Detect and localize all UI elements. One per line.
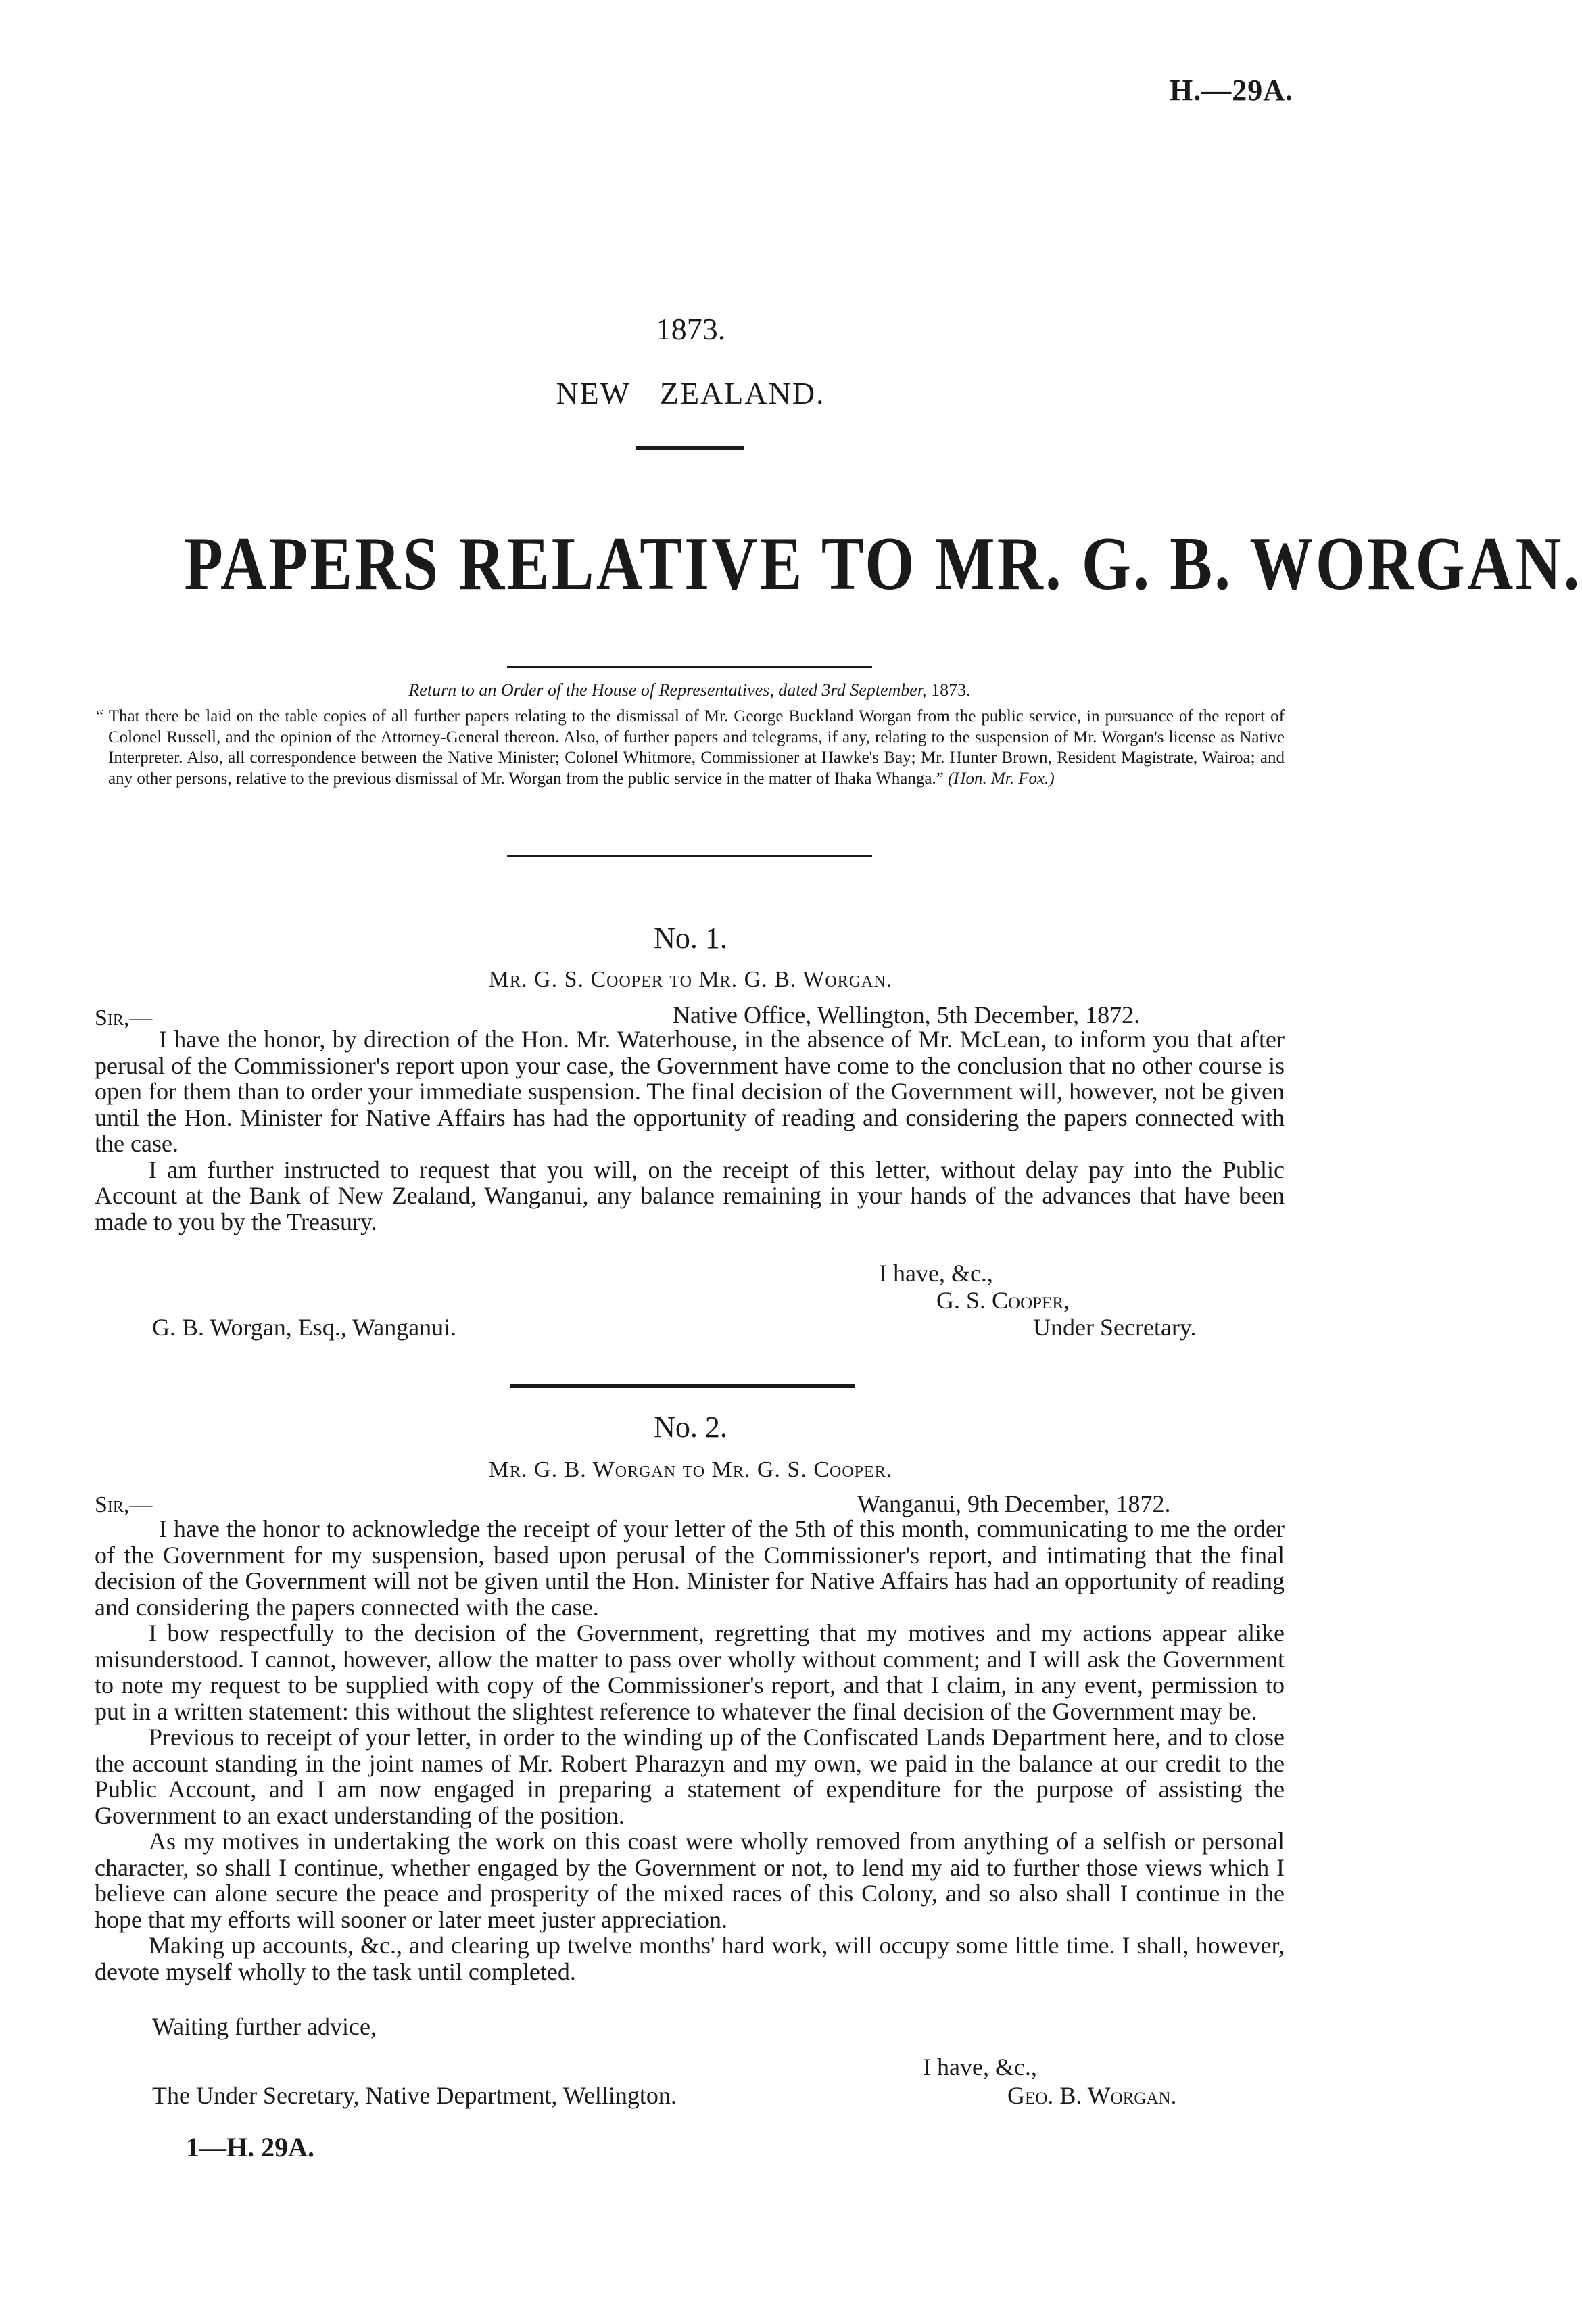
letter-1-heading: Mr. G. S. Cooper to Mr. G. B. Worgan. <box>488 967 893 992</box>
letter-1-paragraph: I have the honor, by direction of the Hon. Mr. Waterhouse, in the absence of Mr. McLean, to inform you that after perusal of the Commissioner's report upon your case, the Government have come to the conclusion that no other course is open for them than to order your immediate suspension. The final decision of the Government will, however, not be given until the Hon. Minister for Native Affairs has had the opportunity of reading and considering the papers connected with the case. <box>95 1026 1285 1157</box>
letter-1-body <box>95 1026 1285 1235</box>
divider <box>510 1384 855 1388</box>
order-quote <box>95 707 1285 789</box>
letter-2-paragraph: As my motives in undertaking the work on this coast were wholly removed from anything of a selfish or personal character, so shall I continue, whether engaged by the Government or not, to lend my aid to further those views which I believe can alone secure the peace and prosperity of the mixed races of this Colony, and so also shall I continue in the hope that my efforts will sooner or later meet juster appreciation. <box>95 1828 1285 1933</box>
order-quote-text: “ That there be laid on the table copies of all further papers relating to the dismissal of Mr. George Buckland Worgan from the public service, in pursuance of the report of Colonel Russell, and the opinion of the Attorney-General thereon. Also, of further papers and telegrams, if any, relating to the suspension of Mr. Worgan's license as Native Interpreter. Also, all correspondence between the Native Minister; Colonel Whitmore, Commissioner at Hawke's Bay; Mr. Hunter Brown, Resident Magistrate, Wairoa; and any other persons, relative to the previous dismissal of Mr. Worgan from the public service in the matter of Ihaka Whanga.” <box>96 707 1285 788</box>
letter-1-closing: I have, &c., <box>879 1260 993 1287</box>
order-mover: (Hon. Mr. Fox.) <box>948 769 1055 788</box>
letter-2-heading: Mr. G. B. Worgan to Mr. G. S. Cooper. <box>488 1457 893 1482</box>
letter-2-dateline: Wanganui, 9th December, 1872. <box>857 1490 1171 1517</box>
letter-2-signature: Geo. B. Worgan. <box>1007 2082 1177 2109</box>
document-year: 1873. <box>655 312 726 346</box>
letter-2-paragraph: I have the honor to acknowledge the receipt of your letter of the 5th of this month, communicating to me the order of the Government for my suspension, based upon perusal of the Commissioner's report, and intimating that the final decision of the Government will not be given until the Hon. Minister for Native Affairs has had an opportunity of reading and considering the papers connected with the case. <box>95 1515 1285 1621</box>
letter-1-signature: G. S. Cooper, <box>936 1287 1070 1314</box>
country-heading: NEW ZEALAND. <box>556 376 825 410</box>
letter-2-waiting: Waiting further advice, <box>152 2013 377 2040</box>
letter-2-salutation: Sir,— <box>95 1492 153 1517</box>
letter-2-paragraph: I bow respectfully to the decision of the Government, regretting that my motives and my actions appear alike misunderstood. I cannot, however, allow the matter to pass over wholly without comment; and I will ask the Government to note my request to be supplied with copy of the Commissioner's report, and that I claim, in any event, permission to put in a written statement: this without the slightest reference to whatever the final decision of the Government may be. <box>95 1619 1285 1725</box>
letter-1-number: No. 1. <box>654 922 727 955</box>
divider <box>507 855 872 857</box>
letter-1-addressee: G. B. Worgan, Esq., Wanganui. <box>152 1314 457 1341</box>
letter-1-dateline: Native Office, Wellington, 5th December, 1872. <box>673 1001 1141 1028</box>
page-reference: H.—29A. <box>1170 74 1293 107</box>
return-order-text: Return to an Order of the House of Representatives, dated 3rd September, <box>408 680 927 700</box>
letter-2-addressee: The Under Secretary, Native Department, Wellington. <box>152 2082 677 2109</box>
letter-2-body <box>95 1516 1285 1985</box>
letter-1-paragraph: I am further instructed to request that you will, on the receipt of this letter, without delay pay into the Public Account at the Bank of New Zealand, Wanganui, any balance remaining in your hands of the advances that have been made to you by the Treasury. <box>95 1156 1285 1235</box>
footer-reference: 1—H. 29A. <box>186 2132 314 2162</box>
letter-2-closing: I have, &c., <box>923 2054 1037 2081</box>
page-title: PAPERS RELATIVE TO MR. G. B. WORGAN. <box>184 522 1582 606</box>
divider <box>507 666 872 668</box>
divider <box>636 446 744 450</box>
letter-2-paragraph: Making up accounts, &c., and clearing up twelve months' hard work, will occupy some little time. I shall, however, devote myself wholly to the task until completed. <box>95 1932 1285 1985</box>
return-order-line <box>88 680 1291 701</box>
letter-1-salutation: Sir,— <box>95 1005 153 1030</box>
letter-2-number: No. 2. <box>654 1410 727 1444</box>
letter-2-paragraph: Previous to receipt of your letter, in order to the winding up of the Confiscated Lands Department here, and to close the account standing in the joint names of Mr. Robert Pharazyn and my own, we paid in the balance at our credit to the Public Account, and I am now engaged in preparing a statement of expenditure for the purpose of assisting the Government to an exact understanding of the position. <box>95 1724 1285 1829</box>
letter-1-signature-title: Under Secretary. <box>1033 1314 1197 1341</box>
return-order-year: 1873. <box>931 680 971 700</box>
